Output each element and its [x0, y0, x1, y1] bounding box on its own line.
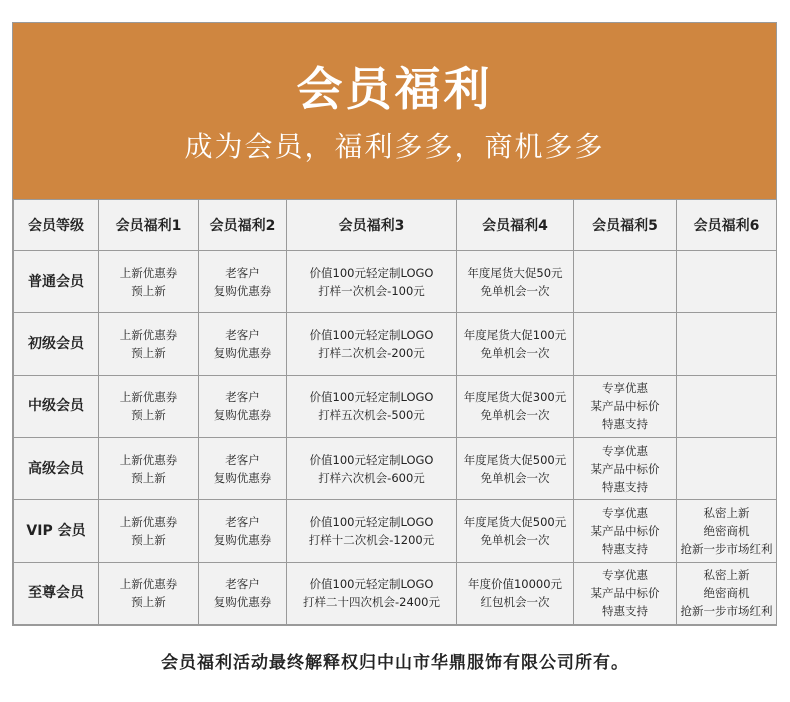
benefits-card [12, 22, 777, 626]
page-subtitle: 成为会员，福利多多，商机多多 [184, 130, 605, 163]
benefit-text: 价值100元轻定制LOGO [309, 327, 434, 342]
benefit-text: 免单机会一次 [480, 283, 550, 298]
benefit-text: 老客户 [225, 265, 260, 280]
benefit-4-cell [457, 562, 574, 624]
table-row [14, 313, 777, 375]
member-level: 中级会员 [14, 375, 99, 437]
benefit-text: 打样二十四次机会-2400元 [303, 595, 440, 610]
benefit-text: 老客户 [225, 577, 260, 592]
table-row [14, 562, 777, 624]
benefit-3-cell [287, 375, 457, 437]
benefit-text: 特惠支持 [602, 479, 648, 494]
member-level: 初级会员 [14, 313, 99, 375]
table-row [14, 437, 777, 499]
benefit-text: 免单机会一次 [480, 532, 550, 547]
member-level: 普通会员 [14, 251, 99, 313]
benefit-text: 上新优惠券 [119, 514, 178, 529]
benefit-text: 复购优惠券 [213, 595, 272, 610]
table-row [14, 500, 777, 562]
header-banner [13, 23, 776, 199]
benefit-4-cell [457, 251, 574, 313]
benefit-text: 复购优惠券 [213, 408, 272, 423]
benefit-text: 年度尾货大促500元 [463, 452, 567, 467]
benefit-5-cell [574, 375, 677, 437]
header-benefit-2: 会员福利2 [199, 200, 287, 251]
benefit-text: 价值100元轻定制LOGO [309, 514, 434, 529]
benefit-2-cell [199, 313, 287, 375]
benefit-2-cell [199, 375, 287, 437]
benefit-text: 绝密商机 [703, 523, 750, 538]
benefit-text: 老客户 [225, 327, 260, 342]
benefit-text: 年度尾货大促50元 [467, 265, 563, 280]
benefit-5-cell [574, 251, 677, 313]
benefit-5-cell [574, 562, 677, 624]
member-level: VIP 会员 [14, 500, 99, 562]
benefit-text: 价值100元轻定制LOGO [309, 452, 434, 467]
benefit-text: 红包机会一次 [480, 595, 550, 610]
benefit-text: 老客户 [225, 452, 260, 467]
benefit-text: 年度尾货大促100元 [463, 327, 567, 342]
benefit-text: 上新优惠券 [119, 265, 178, 280]
benefit-1-cell [99, 437, 199, 499]
benefit-3-cell [287, 313, 457, 375]
benefit-text: 年度价值10000元 [467, 577, 563, 592]
benefit-2-cell [199, 500, 287, 562]
benefit-5-cell [574, 313, 677, 375]
header-benefit-3: 会员福利3 [287, 200, 457, 251]
benefit-text: 上新优惠券 [119, 327, 178, 342]
benefit-text: 价值100元轻定制LOGO [309, 265, 434, 280]
benefit-text: 抢新一步市场红利 [680, 541, 773, 556]
header-benefit-1: 会员福利1 [99, 200, 199, 251]
benefit-text: 特惠支持 [602, 604, 648, 619]
benefit-text: 上新优惠券 [119, 452, 178, 467]
benefit-text: 预上新 [131, 595, 166, 610]
header-benefit-5: 会员福利5 [574, 200, 677, 251]
benefit-4-cell [457, 313, 574, 375]
table-header-row [14, 200, 777, 251]
benefit-6-cell [677, 375, 777, 437]
benefit-text: 价值100元轻定制LOGO [309, 577, 434, 592]
benefit-3-cell [287, 437, 457, 499]
benefit-text: 私密上新 [703, 568, 750, 583]
benefit-text: 免单机会一次 [480, 345, 550, 360]
benefit-text: 复购优惠券 [213, 532, 272, 547]
benefit-text: 预上新 [131, 408, 166, 423]
benefit-2-cell [199, 562, 287, 624]
benefit-text: 特惠支持 [602, 541, 648, 556]
benefit-text: 打样二次机会-200元 [318, 345, 425, 360]
benefit-text: 打样五次机会-500元 [318, 408, 425, 423]
benefit-text: 打样十二次机会-1200元 [308, 532, 435, 547]
benefit-3-cell [287, 251, 457, 313]
benefit-text: 抢新一步市场红利 [680, 604, 773, 619]
benefit-text: 上新优惠券 [119, 577, 178, 592]
benefit-text: 预上新 [131, 345, 166, 360]
benefit-4-cell [457, 500, 574, 562]
benefit-1-cell [99, 375, 199, 437]
benefit-5-cell [574, 437, 677, 499]
benefit-4-cell [457, 375, 574, 437]
header-benefit-4: 会员福利4 [457, 200, 574, 251]
benefit-6-cell [677, 562, 777, 624]
benefit-6-cell [677, 500, 777, 562]
benefit-text: 年度尾货大促300元 [463, 390, 567, 405]
benefit-text: 复购优惠券 [213, 470, 272, 485]
benefit-text: 免单机会一次 [480, 408, 550, 423]
benefit-text: 专享优惠 [602, 505, 648, 520]
benefit-text: 老客户 [225, 514, 260, 529]
benefit-text: 绝密商机 [703, 586, 750, 601]
benefit-1-cell [99, 251, 199, 313]
benefit-text: 老客户 [225, 390, 260, 405]
benefits-table [13, 199, 777, 625]
benefit-6-cell [677, 437, 777, 499]
table-body [14, 251, 777, 625]
header-benefit-6: 会员福利6 [677, 200, 777, 251]
benefit-text: 免单机会一次 [480, 470, 550, 485]
benefit-3-cell [287, 562, 457, 624]
benefit-text: 特惠支持 [602, 417, 648, 432]
benefit-text: 某产品中标价 [590, 586, 660, 601]
benefit-6-cell [677, 251, 777, 313]
benefit-6-cell [677, 313, 777, 375]
benefit-text: 某产品中标价 [590, 523, 660, 538]
header-level: 会员等级 [14, 200, 99, 251]
benefit-2-cell [199, 251, 287, 313]
member-level: 至尊会员 [14, 562, 99, 624]
footer-disclaimer: 会员福利活动最终解释权归中山市华鼎服饰有限公司所有。 [161, 653, 629, 673]
benefit-5-cell [574, 500, 677, 562]
benefit-text: 私密上新 [703, 505, 750, 520]
benefit-text: 专享优惠 [602, 381, 648, 396]
benefit-text: 打样六次机会-600元 [318, 470, 425, 485]
benefit-text: 上新优惠券 [119, 390, 178, 405]
benefit-text: 预上新 [131, 470, 166, 485]
benefit-text: 某产品中标价 [590, 461, 660, 476]
benefit-4-cell [457, 437, 574, 499]
page-title: 会员福利 [296, 62, 493, 116]
benefit-text: 打样一次机会-100元 [318, 283, 425, 298]
benefit-text: 价值100元轻定制LOGO [309, 390, 434, 405]
table-row [14, 251, 777, 313]
benefit-1-cell [99, 313, 199, 375]
benefit-text: 复购优惠券 [213, 345, 272, 360]
benefit-1-cell [99, 500, 199, 562]
benefit-text: 预上新 [131, 283, 166, 298]
benefit-text: 专享优惠 [602, 568, 648, 583]
benefit-1-cell [99, 562, 199, 624]
benefit-text: 某产品中标价 [590, 399, 660, 414]
member-level: 高级会员 [14, 437, 99, 499]
benefit-3-cell [287, 500, 457, 562]
benefit-text: 专享优惠 [602, 443, 648, 458]
benefit-text: 复购优惠券 [213, 283, 272, 298]
benefit-2-cell [199, 437, 287, 499]
benefit-text: 预上新 [131, 532, 166, 547]
benefit-text: 年度尾货大促500元 [463, 514, 567, 529]
table-row [14, 375, 777, 437]
